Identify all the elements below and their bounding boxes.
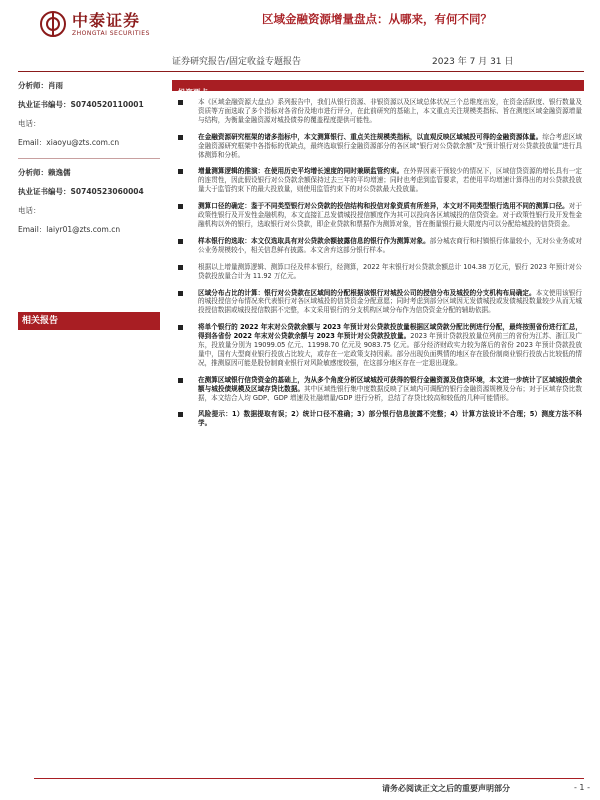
bullet-square-icon (178, 239, 183, 244)
bullet-square-icon (178, 412, 183, 417)
analyst-sidebar (18, 82, 158, 245)
bullet-text: 在外界因素干预较少的情况下，区域信贷资源的增长具有一定的连贯性，因此假设银行对公贷款余额保持过去三年的平均增速；同时也考虑到监管要求，若使用平均增速计算得出的对公贷款投放量大于监管约束下的最大投放量，则使用监管约束下的对公贷款最大投放量。 (198, 167, 583, 194)
bullet-square-icon (178, 291, 183, 296)
bullet-text: 综合考虑区域金融资源研究框架中各指标的优缺点，最终选取银行金融资源部分的各区域“银行对公贷款余额”及“预计银行对公贷款投放量”进行具体测算和分析。 (198, 132, 583, 159)
bullet-lead: 在金融资源研究框架的诸多指标中，本文测算银行、重点关注规模类指标，以直观反映区域城投可得的金融资源体量。 (198, 132, 543, 141)
summary-bullet (172, 98, 582, 125)
summary-bullet-list (172, 98, 582, 428)
summary-bullet (172, 263, 582, 281)
footer-disclaimer: 请务必阅读正文之后的重要声明部分 (382, 784, 510, 793)
bullet-lead: 在测算区域银行信贷资金的基础上，为从多个角度分析区域城投可获得的银行金融资源及信贷环境，本文进一步统计了区域城投债余额与城投债规模及区域存贷比数据。 (198, 375, 582, 393)
bullet-square-icon (178, 169, 183, 174)
summary-bullet (172, 133, 582, 160)
bullet-lead: 样本银行的选取：本文仅选取具有对公贷款余额披露信息的银行作为测算对象。 (198, 236, 430, 245)
report-date: 2023 年 7 月 31 日 (432, 57, 514, 67)
bullet-text: 对于政策性银行及开发性金融机构，本文直接汇总发债城投授信额度作为其可以投向各区域城投的信贷资金。对于政策性银行及开发性金融机构以外的银行，选取银行对公贷款，即企业贷款和票据作为测算对象，旨在衡量银行最大限度内可以分配给城投的信贷资金。 (198, 202, 583, 228)
logo-english-name: ZHONGTAI SECURITIES (72, 29, 150, 37)
analyst-cert-number: 执业证书编号：S0740523060004 (18, 187, 144, 196)
summary-bullet (172, 376, 582, 403)
bullet-text: 本文使用该银行的城投授信分布情况来代表银行对各区域城投的信贷资金分配意愿；同时考虑到部分区域因无发债城投或发债城投数量较少从而无城投授信数据或城投授信数据不完整，本文采用银行的分支机构区域分布作为信贷资金分配的辅助依据。 (198, 288, 583, 315)
footer-divider (34, 778, 584, 779)
bullet-square-icon (178, 135, 183, 140)
analyst-name: 分析师：赖逸儒 (18, 168, 71, 177)
bullet-lead: 将单个银行的 2022 年末对公贷款余额与 2023 年预计对公贷款投放量根据区域贷款分配比例进行分配，最终按照省份进行汇总，得到各省份 2022 年末对公贷款余额与 2023 年预计对公贷款投放量。 (198, 323, 582, 341)
investment-summary-header (172, 80, 584, 97)
bullet-lead: 风险提示：1）数据提取有误；2）统计口径不准确；3）部分银行信息披露不完整；4）计算方法设计不合理；5）测度方法不科学。 (198, 410, 582, 428)
sidebar-divider (18, 158, 160, 159)
page-number: - 1 - (574, 783, 590, 792)
bullet-square-icon (178, 325, 183, 330)
summary-bullet (172, 289, 582, 316)
bullet-square-icon (178, 204, 183, 209)
report-title: 区域金融资源增量盘点：从哪来，有何不同？ (262, 12, 492, 26)
bullet-square-icon (178, 265, 183, 270)
summary-bullet (172, 167, 582, 194)
zhongtai-logo-icon (40, 11, 66, 37)
summary-bullet (172, 237, 582, 255)
summary-bullet (172, 202, 582, 229)
analyst-email[interactable]: Email：laiyr01@zts.com.cn (18, 225, 121, 234)
analyst-phone: 电话： (18, 206, 41, 215)
report-type: 证券研究报告/固定收益专题报告 (172, 57, 302, 67)
bullet-lead: 区域分布占比的计算：银行对公贷款在区域间的分配根据该银行对城投公司的授信分布及城投的分支机构布局确定。 (198, 288, 536, 297)
analyst-phone: 电话： (18, 119, 41, 128)
bullet-text: 其中区域性银行集中度数据反映了区域内可调配的银行金融资源规模及分布；对于区域存贷比数据，本文结合人均 GDP、GDP 增速及社融增量/GDP 进行分析，总结了存贷比较高和较低的几种可能情形。 (198, 384, 583, 402)
bullet-text: 根据以上增量测算逻辑、测算口径及样本银行，经测算，2022 年末银行对公贷款余额总计 104.38 万亿元，银行 2023 年预计对公贷款投放量合计为 11.92 万亿元。 (198, 262, 582, 280)
related-reports-header: 相关报告 (18, 312, 160, 330)
bullet-text: 本《区域金融资源大盘点》系列报告中，我们从银行资源、非银资源以及区域总体状况三个总维度出发，在资金活跃度、银行数量及资质等方面选取了多个指标对各省份及地市进行评分，在此前研究的基础上，本文重点关注规模类指标、旨在测度区域金融资源增量与结构，为衡量金融资源对城投债券的覆盖程度提供可能性。 (198, 98, 582, 124)
summary-bullet-risk (172, 410, 582, 428)
bullet-text: 2023 年预计贷款投放量位列前三的省份为江苏、浙江及广东，投放量分别为 19099.05 亿元、11998.70 亿元及 9083.75 亿元。部分经济财政实力较为落后的省份 2023 年预计贷款投放量中，国有大型商业银行投放占比较大，或存在一定政策支持因素。部分出现负面舆情的地区存在股份制商业银行投放占比较低的情况，推测原因可能是股份制商业银行对风险敏感度较强，在这部分地区存在一定退出现象。 (198, 332, 582, 367)
bullet-lead: 增量测算逻辑的推演：在使用历史平均增长速度的同时兼顾监管约束。 (198, 167, 404, 176)
summary-bullet (172, 323, 582, 368)
bullet-lead: 测算口径的确定：鉴于不同类型银行对公贷款的投信结构和投信对象资质有所差异，本文对不同类型银行选用不同的测算口径。 (198, 202, 569, 211)
bullet-square-icon (178, 100, 183, 105)
logo-chinese-name: 中泰证券 (72, 10, 141, 30)
header-divider (18, 71, 584, 72)
bullet-text: 部分城农商行和村镇银行体量较小，无对公业务或对公业务规模较小，相关信息鲜有披露。本文舍弃这部分银行样本。 (198, 236, 583, 254)
investment-summary-label: 投资要点 (178, 88, 208, 97)
analyst-email[interactable]: Email：xiaoyu@zts.com.cn (18, 138, 120, 147)
analyst-cert-number: 执业证书编号：S0740520110001 (18, 100, 144, 109)
zhongtai-logo (40, 6, 170, 42)
analyst-name: 分析师：肖雨 (18, 81, 63, 90)
bullet-square-icon (178, 378, 183, 383)
